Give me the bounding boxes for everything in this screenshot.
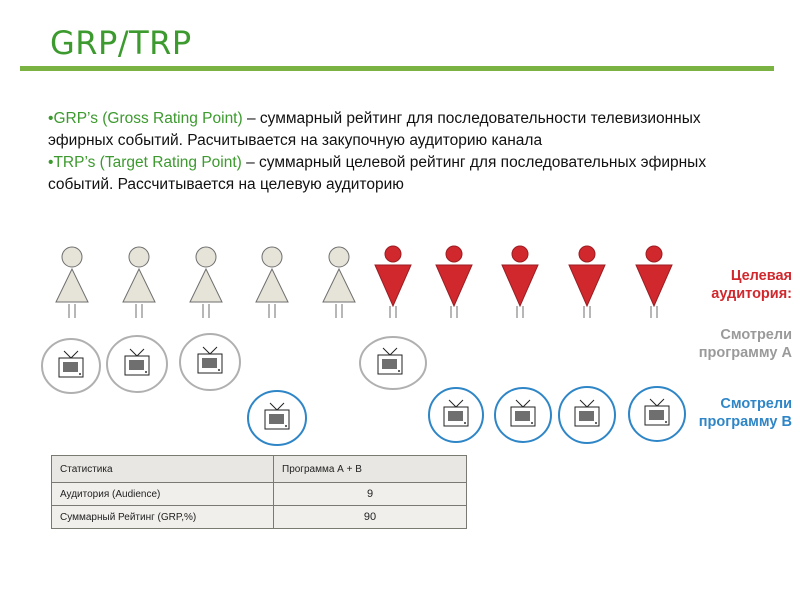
tv-program-b-icon <box>495 388 551 442</box>
tv-program-b-icon <box>629 387 685 441</box>
target-audience-label: Целевая аудитория: <box>711 268 792 302</box>
table-cell: Суммарный Рейтинг (GRP,%) <box>52 506 274 529</box>
target-person-icon <box>569 246 605 318</box>
watched-program-b-label: Смотрели программу В <box>698 396 792 430</box>
tv-program-a-icon <box>107 336 167 392</box>
tv-program-b-icon <box>248 391 306 445</box>
statistics-table <box>51 455 467 529</box>
target-person-icon <box>636 246 672 318</box>
person-icon <box>323 247 355 318</box>
tv-program-a-icon <box>360 337 426 389</box>
table-header-cell: Программа А + В <box>274 456 467 483</box>
table-row <box>52 483 467 506</box>
table-header-cell: Статистика <box>52 456 274 483</box>
tv-program-b-icon <box>559 387 615 443</box>
table-cell: 90 <box>274 506 467 529</box>
person-icon <box>123 247 155 318</box>
grp-term: GRP’s (Gross Rating Point) <box>53 110 243 127</box>
target-person-icon <box>375 246 411 318</box>
watched-program-a-label: Смотрели программу А <box>698 327 792 361</box>
trp-text: – суммарный целевой рейтинг для последовательных эфирных событий. Рассчитывается на целевую аудиторию <box>48 154 707 193</box>
target-person-icon <box>502 246 538 318</box>
bullet-marker: • <box>48 154 54 171</box>
table-cell: Аудитория (Audience) <box>52 483 274 506</box>
tv-program-a-icon <box>180 334 240 390</box>
person-icon <box>56 247 88 318</box>
page-title: GRP/TRP <box>50 24 192 62</box>
bullet-marker: • <box>48 110 54 127</box>
tv-program-a-icon <box>42 339 100 393</box>
target-person-icon <box>436 246 472 318</box>
person-icon <box>256 247 288 318</box>
trp-term: TRP’s (Target Rating Point) <box>53 154 242 171</box>
grp-text: – суммарный рейтинг для последовательности телевизионных эфирных событий. Расчитывается на закупочную аудиторию канала <box>48 110 701 149</box>
table-header-row <box>52 456 467 483</box>
person-icon <box>190 247 222 318</box>
tv-program-b-icon <box>429 388 483 442</box>
table-row <box>52 506 467 529</box>
table-cell: 9 <box>274 483 467 506</box>
